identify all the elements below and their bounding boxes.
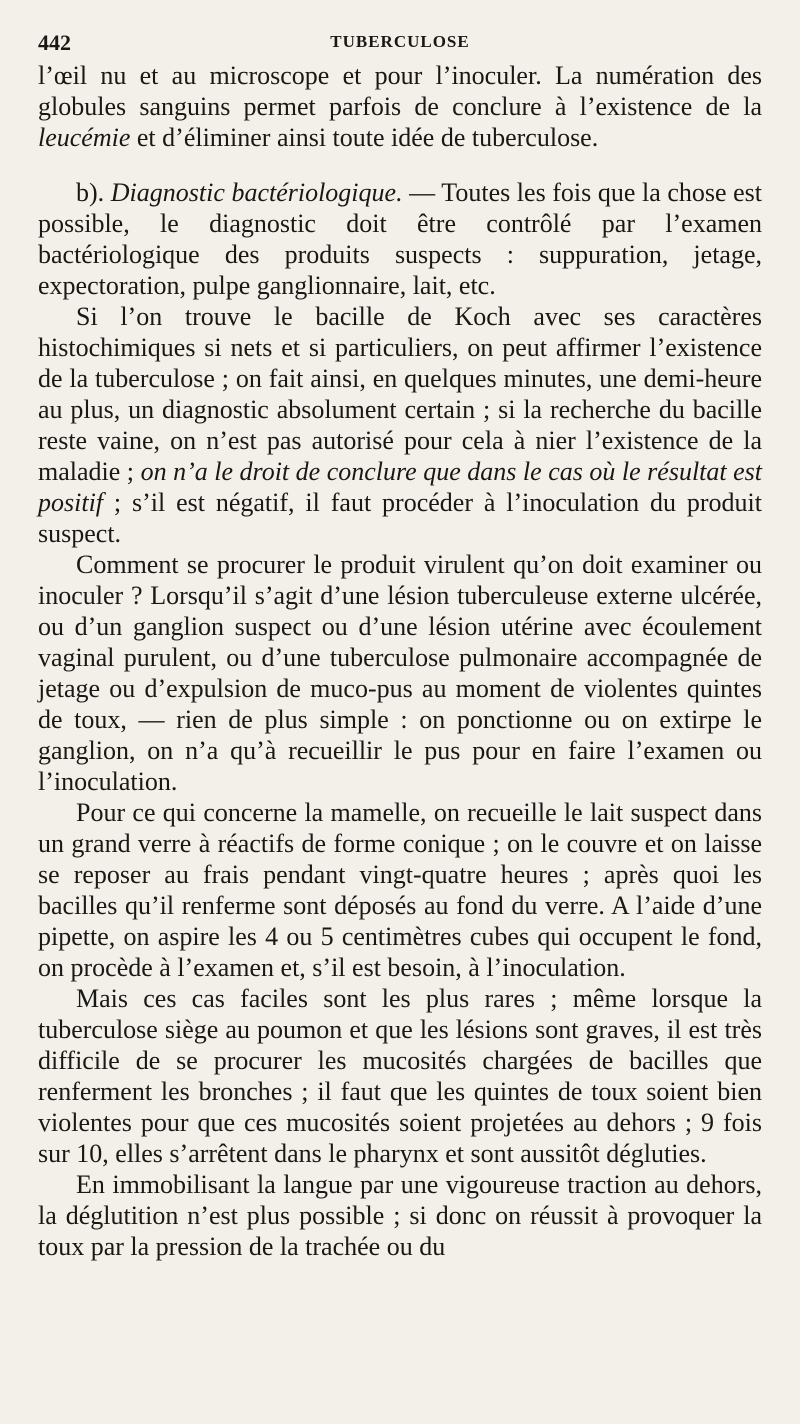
running-title: TUBERCULOSE — [330, 32, 470, 51]
paragraph-cas-faciles — [38, 983, 762, 1169]
paragraph-produit-virulent — [38, 549, 762, 797]
text-run: En immobilisant la langue par une vigoureuse traction au dehors, la déglutition n’est plus possible ; si donc on réussit à provoquer la toux par la pression de la trachée ou du — [38, 1170, 762, 1261]
section-marker: b). — [76, 178, 111, 207]
paragraph-mamelle — [38, 797, 762, 983]
running-head — [38, 30, 762, 56]
body-text — [38, 60, 762, 1262]
page-number: 442 — [38, 30, 71, 55]
paragraph-koch — [38, 301, 762, 549]
paragraph-continuation — [38, 60, 762, 153]
text-run: Pour ce qui concerne la mamelle, on recueille le lait suspect dans un grand verre à réactifs de forme conique ; on le couvre et on laisse se reposer au frais pendant vingt-quatre heures ; après quoi les bacilles qu’il renferme sont déposés au fond du verre. A l’aide d’une pipette, on aspire les 4 ou 5 centimètres cubes qui occupent le fond, on procède à l’examen et, s’il est besoin, à l’inoculation. — [38, 798, 762, 982]
text-run: Mais ces cas faciles sont les plus rares ; même lorsque la tuberculose siège au poumon et que les lésions sont graves, il est très difficile de se procurer les mucosités chargées de bacilles que renferment les bronches ; il faut que les quintes de toux soient bien violentes pour que ces mucosités soient projetées au dehors ; 9 fois sur 10, elles s’arrêtent dans le pharynx et sont aussitôt dégluties. — [38, 984, 762, 1168]
text-run: Comment se procurer le produit virulent qu’on doit examiner ou inoculer ? Lorsqu’il s’agit d’une lésion tuberculeuse externe ulcérée, ou d’un ganglion suspect ou d’une lésion utérine avec écoulement vaginal purulent, ou d’une tuberculose pulmonaire accompagnée de jetage ou d’expulsion de muco-pus au moment de violentes quintes de toux, — rien de plus simple : on ponctionne ou on extirpe le ganglion, on n’a qu’à recueillir le pus pour en faire l’examen ou l’inoculation. — [38, 550, 762, 796]
text-run: et d’éliminer ainsi toute idée de tuberculose. — [130, 123, 599, 152]
paragraph-section-b — [38, 177, 762, 301]
paragraph-immobilisant — [38, 1169, 762, 1262]
section-heading: Diagnostic bactériologique. — [110, 178, 403, 207]
text-run: l’œil nu et au microscope et pour l’inoculer. La numération des globules sanguins permet parfois de conclure à l’existence de la — [38, 61, 762, 121]
italic-run: leucémie — [38, 123, 131, 152]
text-run: Si l’on trouve le bacille de Koch avec ses caractères histochimiques si nets et si particuliers, on peut affirmer l’existence de la tuberculose ; on fait ainsi, en quelques minutes, une demi-heure au plus, un diagnostic absolument certain ; si la recherche du bacille reste vaine, on n’est pas autorisé pour cela à nier l’existence de la maladie ; — [38, 302, 762, 486]
text-run: — Toutes les fois que la chose est possible, le diagnostic doit être contrôlé par l’examen bactériologique des produits suspects : suppuration, jetage, expectoration, pulpe ganglionnaire, lait, etc. — [38, 178, 762, 300]
italic-run: on n’a le droit de conclure que dans le cas où le résultat est positif — [38, 457, 763, 517]
text-run: ; s’il est négatif, il faut procéder à l’inoculation du produit suspect. — [38, 488, 762, 548]
